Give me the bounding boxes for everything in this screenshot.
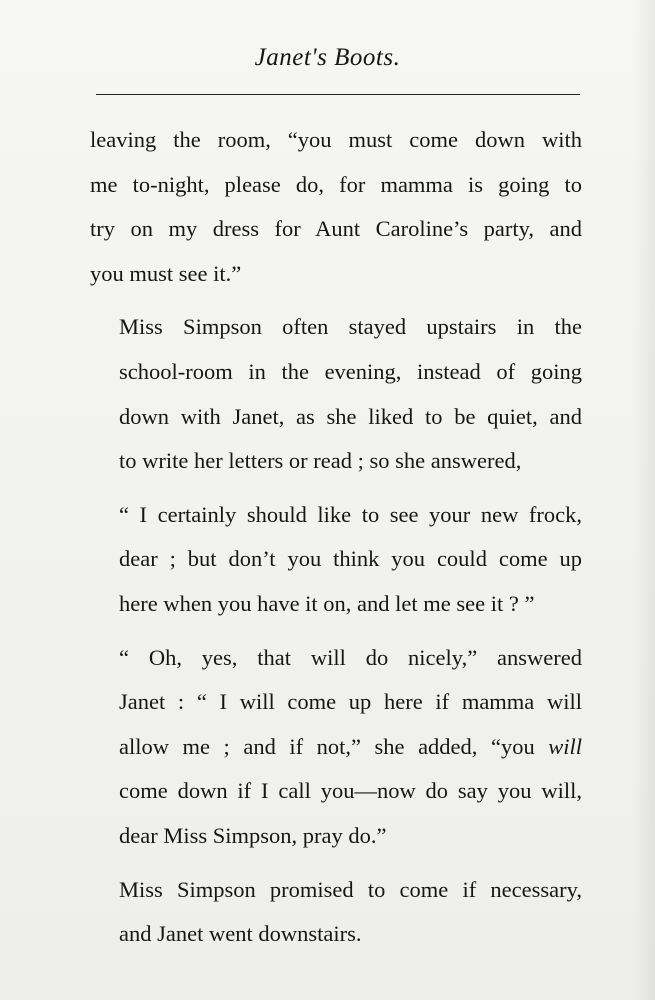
text-line: here when you have it on, and let me see it ? ” bbox=[119, 590, 535, 616]
paragraph bbox=[90, 868, 582, 957]
header-rule bbox=[96, 94, 580, 95]
text-line: down with Janet, as she liked to be quiet, and bbox=[119, 403, 582, 429]
text-line bbox=[90, 680, 582, 725]
text-line: you must see it.” bbox=[90, 260, 242, 286]
paragraph bbox=[90, 118, 582, 296]
text-line bbox=[90, 814, 582, 859]
text-line: to write her letters or read ; so she answered, bbox=[119, 448, 522, 474]
body-text bbox=[90, 118, 582, 957]
text-run: allow me ; and if not,” she added, “you bbox=[119, 733, 549, 759]
text-line bbox=[90, 636, 582, 681]
text-line: Miss Simpson promised to come if necessary, bbox=[119, 876, 582, 902]
text-run: dear Miss Simpson, pray do.” bbox=[119, 822, 387, 848]
text-run: “ Oh, yes, that will do nicely,” answered bbox=[119, 644, 582, 670]
text-line: and Janet went downstairs. bbox=[119, 921, 362, 947]
page-edge-shadow bbox=[633, 0, 655, 1000]
text-line: dear ; but don’t you think you could come up bbox=[119, 546, 582, 572]
text-line bbox=[90, 769, 582, 814]
running-head: Janet's Boots. bbox=[254, 44, 401, 71]
text-line: “ I certainly should like to see your new frock, bbox=[119, 501, 582, 527]
paragraph bbox=[90, 493, 582, 627]
emphasis-text: will bbox=[548, 733, 582, 759]
paragraph bbox=[90, 305, 582, 483]
text-line: leaving the room, “you must come down with bbox=[90, 127, 582, 152]
paragraph bbox=[90, 636, 582, 859]
text-run: come down if I call you—now do say you will, bbox=[119, 778, 582, 804]
text-run: Janet : “ I will come up here if mamma will bbox=[119, 689, 582, 715]
text-line: Miss Simpson often stayed upstairs in the bbox=[119, 314, 582, 340]
text-line: school-room in the evening, instead of going bbox=[119, 358, 582, 384]
text-line: try on my dress for Aunt Caroline’s party, and bbox=[90, 216, 582, 242]
text-line: me to-night, please do, for mamma is going to bbox=[90, 171, 582, 197]
text-line bbox=[90, 725, 582, 770]
